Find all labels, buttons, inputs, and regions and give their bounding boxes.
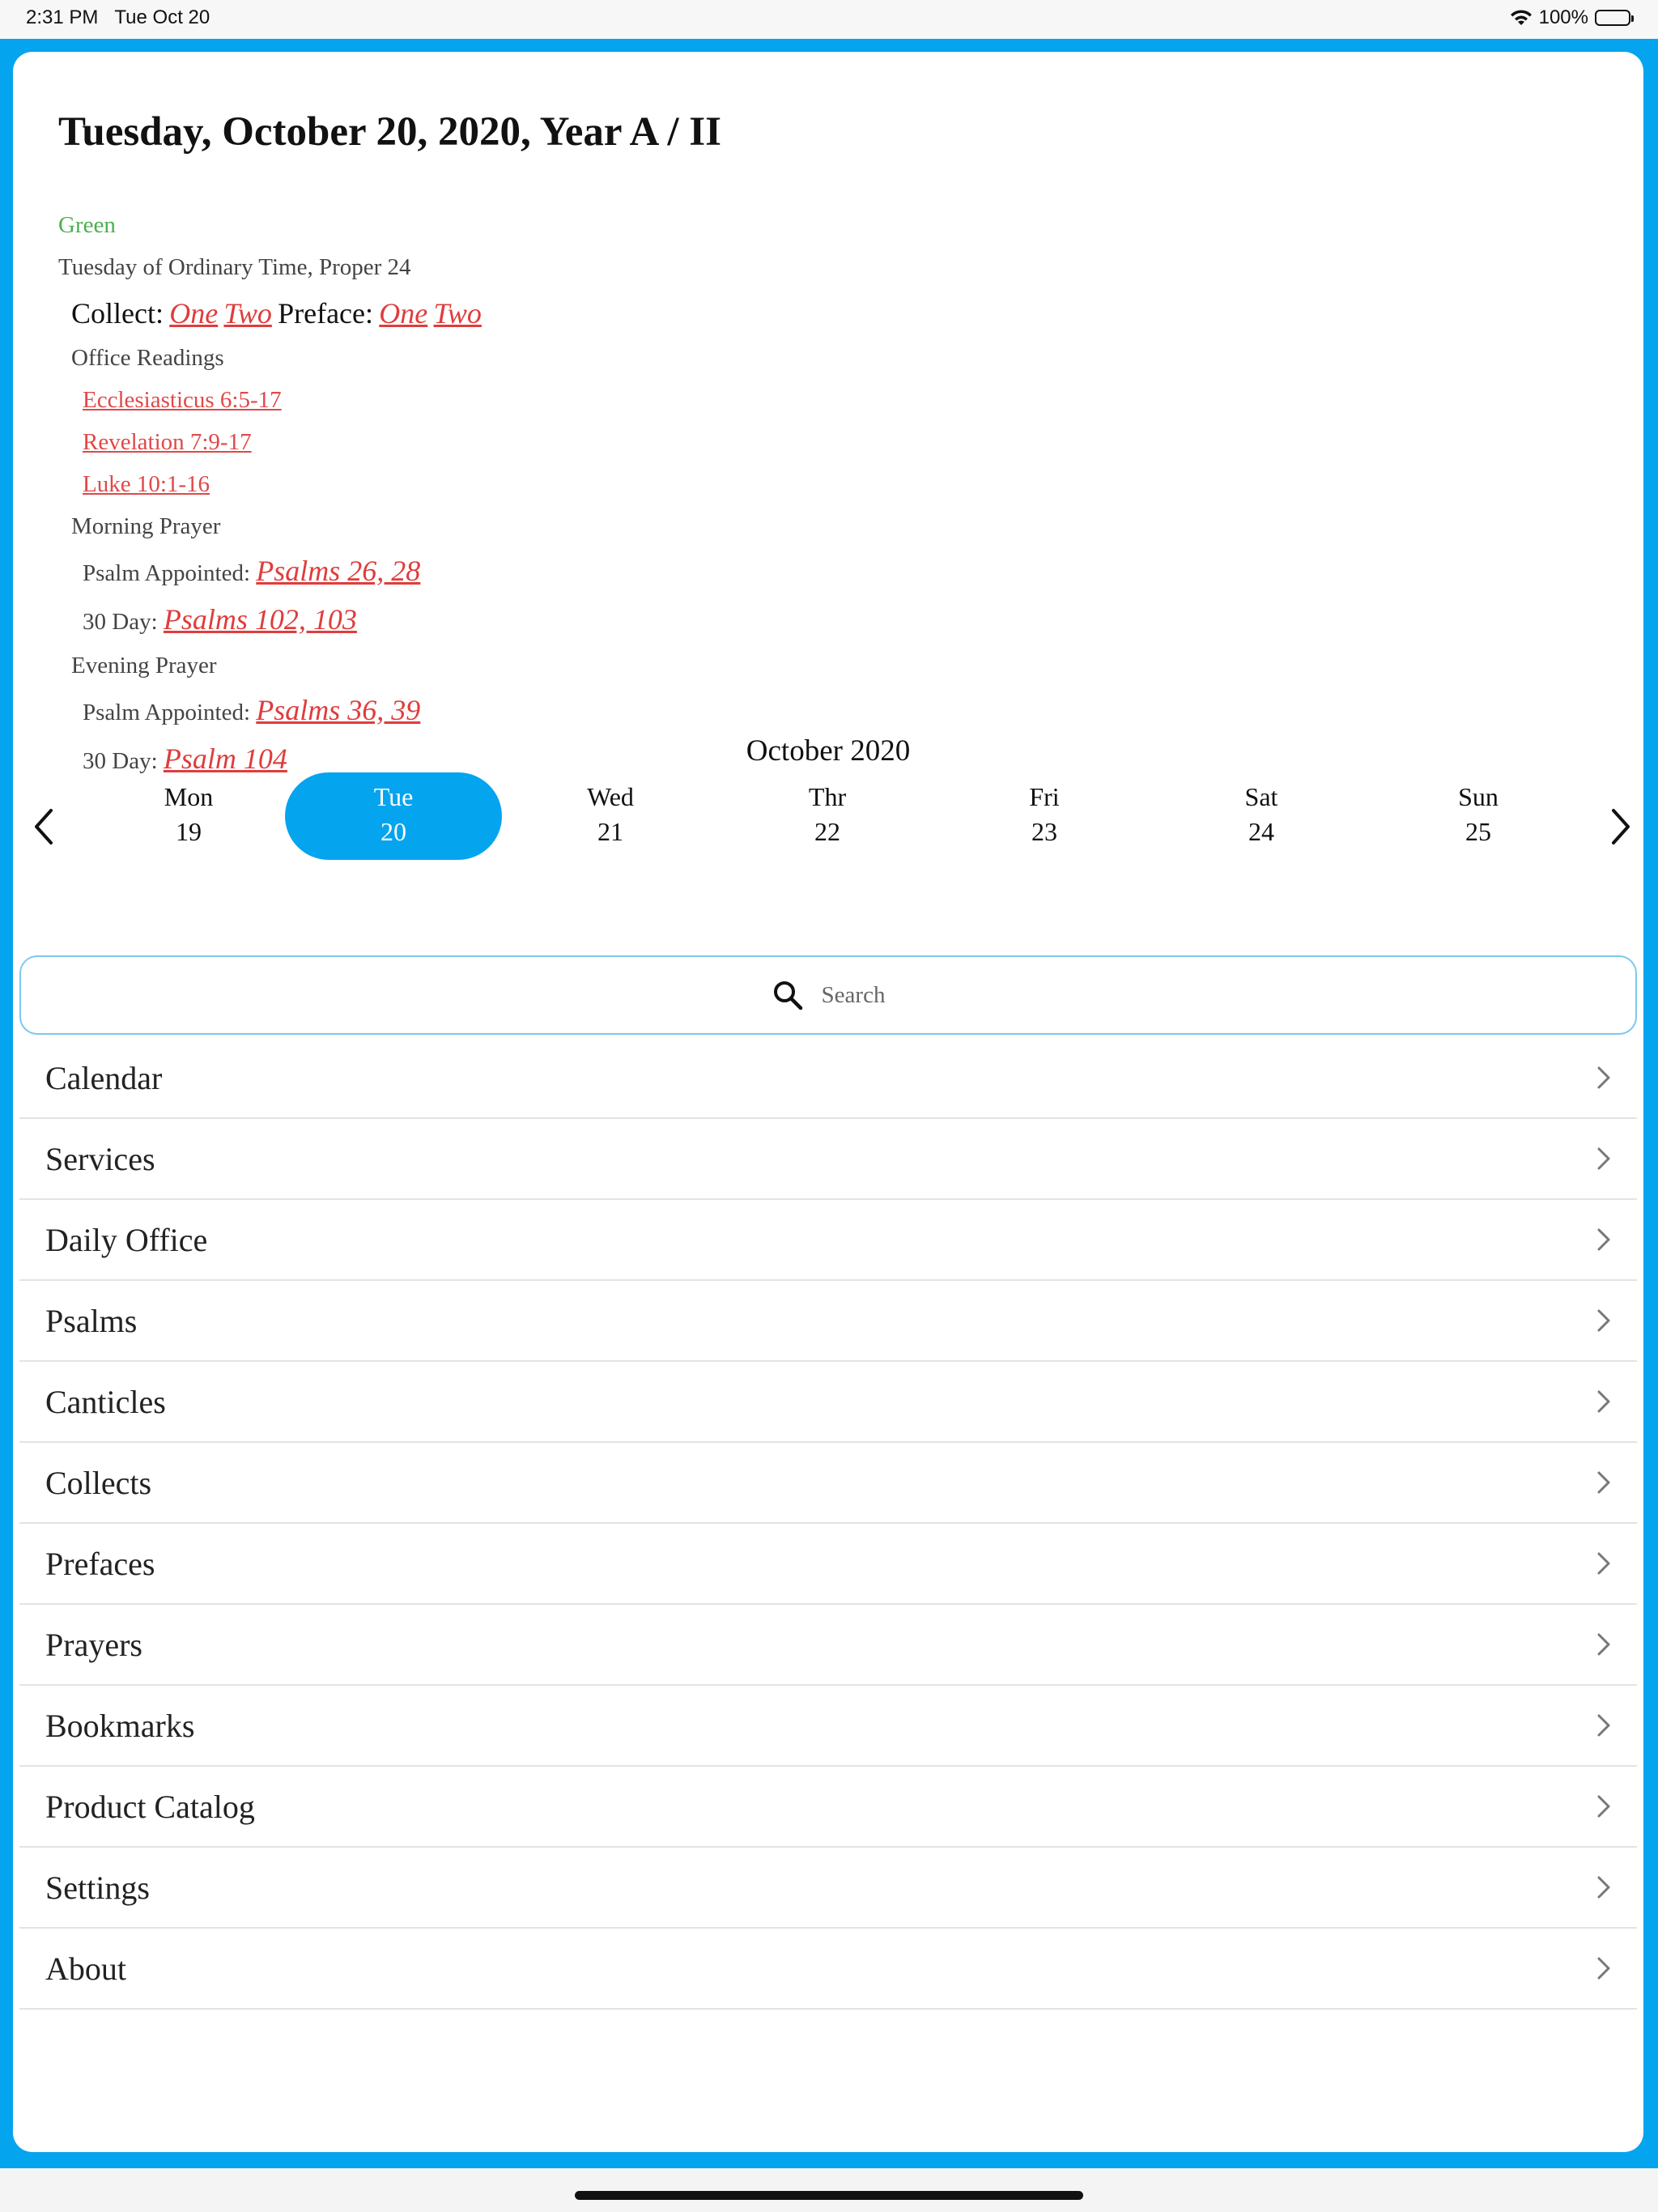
morning-thirty-row (83, 602, 357, 636)
chevron-right-icon (1596, 1551, 1611, 1576)
menu-item-label: Prefaces (45, 1545, 155, 1582)
menu-item-label: Psalms (45, 1302, 138, 1339)
menu-item-prefaces[interactable] (19, 1524, 1637, 1605)
day-mon[interactable] (80, 772, 297, 860)
menu-item-label: Calendar (45, 1059, 163, 1096)
menu-item-product-catalog[interactable] (19, 1767, 1637, 1848)
menu-item-label: Settings (45, 1869, 150, 1906)
morning-thirty-label: 30 Day: (83, 609, 158, 635)
morning-thirty-link[interactable]: Psalms 102, 103 (163, 603, 357, 636)
chevron-right-icon (1596, 1956, 1611, 1980)
observance-text: Tuesday of Ordinary Time, Proper 24 (58, 254, 411, 280)
evening-thirty-link[interactable]: Psalm 104 (163, 742, 287, 775)
menu-item-label: Bookmarks (45, 1707, 195, 1744)
menu-item-label: About (45, 1950, 126, 1987)
office-readings-label: Office Readings (71, 345, 224, 371)
preface-one-link[interactable]: One (379, 297, 428, 330)
chevron-right-icon (1596, 1875, 1611, 1899)
evening-appointed-link[interactable]: Psalms 36, 39 (256, 694, 421, 726)
menu-item-label: Daily Office (45, 1221, 208, 1258)
evening-appointed-label: Psalm Appointed: (83, 700, 251, 725)
day-sun[interactable] (1370, 772, 1587, 860)
day-name: Mon (164, 782, 214, 811)
menu-item-services[interactable] (19, 1119, 1637, 1200)
day-tue-selected[interactable] (285, 772, 502, 860)
collect-one-link[interactable]: One (169, 297, 219, 330)
chevron-right-icon (1596, 1066, 1611, 1090)
day-name: Sat (1244, 782, 1278, 811)
menu-item-prayers[interactable] (19, 1605, 1637, 1686)
morning-appointed-row (83, 554, 420, 588)
chevron-right-icon (1596, 1146, 1611, 1171)
page-title: Tuesday, October 20, 2020, Year A / II (58, 109, 721, 155)
chevron-right-icon (1596, 1713, 1611, 1738)
day-name: Wed (587, 782, 634, 811)
day-info (58, 108, 1516, 775)
menu-item-bookmarks[interactable] (19, 1686, 1637, 1767)
menu-item-calendar[interactable] (19, 1038, 1637, 1119)
day-fri[interactable] (936, 772, 1153, 860)
reading-link-1[interactable]: Ecclesiasticus 6:5-17 (83, 387, 282, 413)
status-bar (0, 0, 1658, 39)
menu-item-about[interactable] (19, 1929, 1637, 2010)
chevron-right-icon (1596, 1470, 1611, 1495)
chevron-right-icon (1609, 807, 1633, 846)
chevron-right-icon (1596, 1308, 1611, 1333)
morning-appointed-label: Psalm Appointed: (83, 560, 251, 586)
search-placeholder: Search (821, 981, 886, 1008)
menu-item-label: Product Catalog (45, 1788, 255, 1825)
reading-link-3[interactable]: Luke 10:1-16 (83, 471, 210, 497)
status-date-text: Tue Oct 20 (114, 6, 210, 28)
chevron-right-icon (1596, 1632, 1611, 1657)
preface-label: Preface: (278, 297, 374, 330)
menu-item-label: Services (45, 1140, 155, 1177)
day-name: Thr (808, 782, 847, 811)
day-date: 22 (814, 817, 840, 846)
status-right (1510, 6, 1630, 29)
main-menu (19, 1038, 1637, 2010)
menu-item-daily-office[interactable] (19, 1200, 1637, 1281)
collect-two-link[interactable]: Two (223, 297, 272, 330)
app-frame (0, 39, 1658, 2168)
day-date: 24 (1248, 817, 1274, 846)
day-date: 20 (380, 817, 406, 846)
day-name: Fri (1029, 782, 1060, 811)
menu-item-settings[interactable] (19, 1848, 1637, 1929)
search-icon (772, 979, 804, 1011)
evening-appointed-row (83, 693, 420, 727)
next-week-button[interactable] (1596, 790, 1645, 863)
search-input[interactable] (19, 955, 1637, 1035)
battery-percent: 100% (1538, 6, 1588, 28)
collect-preface-row (71, 296, 482, 330)
status-time (26, 6, 210, 29)
chevron-left-icon (32, 807, 56, 846)
liturgical-color: Green (58, 212, 116, 238)
day-name: Sun (1458, 782, 1499, 811)
morning-prayer-label: Morning Prayer (71, 513, 221, 539)
menu-item-label: Canticles (45, 1383, 166, 1420)
morning-appointed-link[interactable]: Psalms 26, 28 (256, 555, 421, 587)
reading-link-2[interactable]: Revelation 7:9-17 (83, 429, 252, 455)
collect-label: Collect: (71, 297, 164, 330)
day-date: 23 (1031, 817, 1057, 846)
main-sheet (13, 52, 1643, 2152)
chevron-right-icon (1596, 1389, 1611, 1414)
previous-week-button[interactable] (19, 790, 68, 863)
menu-item-label: Collects (45, 1464, 152, 1501)
menu-item-psalms[interactable] (19, 1281, 1637, 1362)
menu-item-label: Prayers (45, 1626, 142, 1663)
evening-prayer-label: Evening Prayer (71, 653, 217, 678)
day-name: Tue (373, 782, 414, 811)
day-date: 21 (597, 817, 623, 846)
status-time-text: 2:31 PM (26, 6, 99, 28)
battery-icon (1595, 10, 1630, 26)
day-thr[interactable] (719, 772, 936, 860)
month-label: October 2020 (746, 734, 911, 768)
chevron-right-icon (1596, 1227, 1611, 1252)
day-sat[interactable] (1153, 772, 1370, 860)
evening-thirty-label: 30 Day: (83, 748, 158, 774)
wifi-icon (1510, 9, 1533, 27)
chevron-right-icon (1596, 1794, 1611, 1819)
menu-item-canticles[interactable] (19, 1362, 1637, 1443)
day-date: 25 (1465, 817, 1491, 846)
day-date: 19 (176, 817, 202, 846)
day-wed[interactable] (502, 772, 719, 860)
preface-two-link[interactable]: Two (433, 297, 482, 330)
home-indicator[interactable] (575, 2191, 1083, 2200)
menu-item-collects[interactable] (19, 1443, 1637, 1524)
